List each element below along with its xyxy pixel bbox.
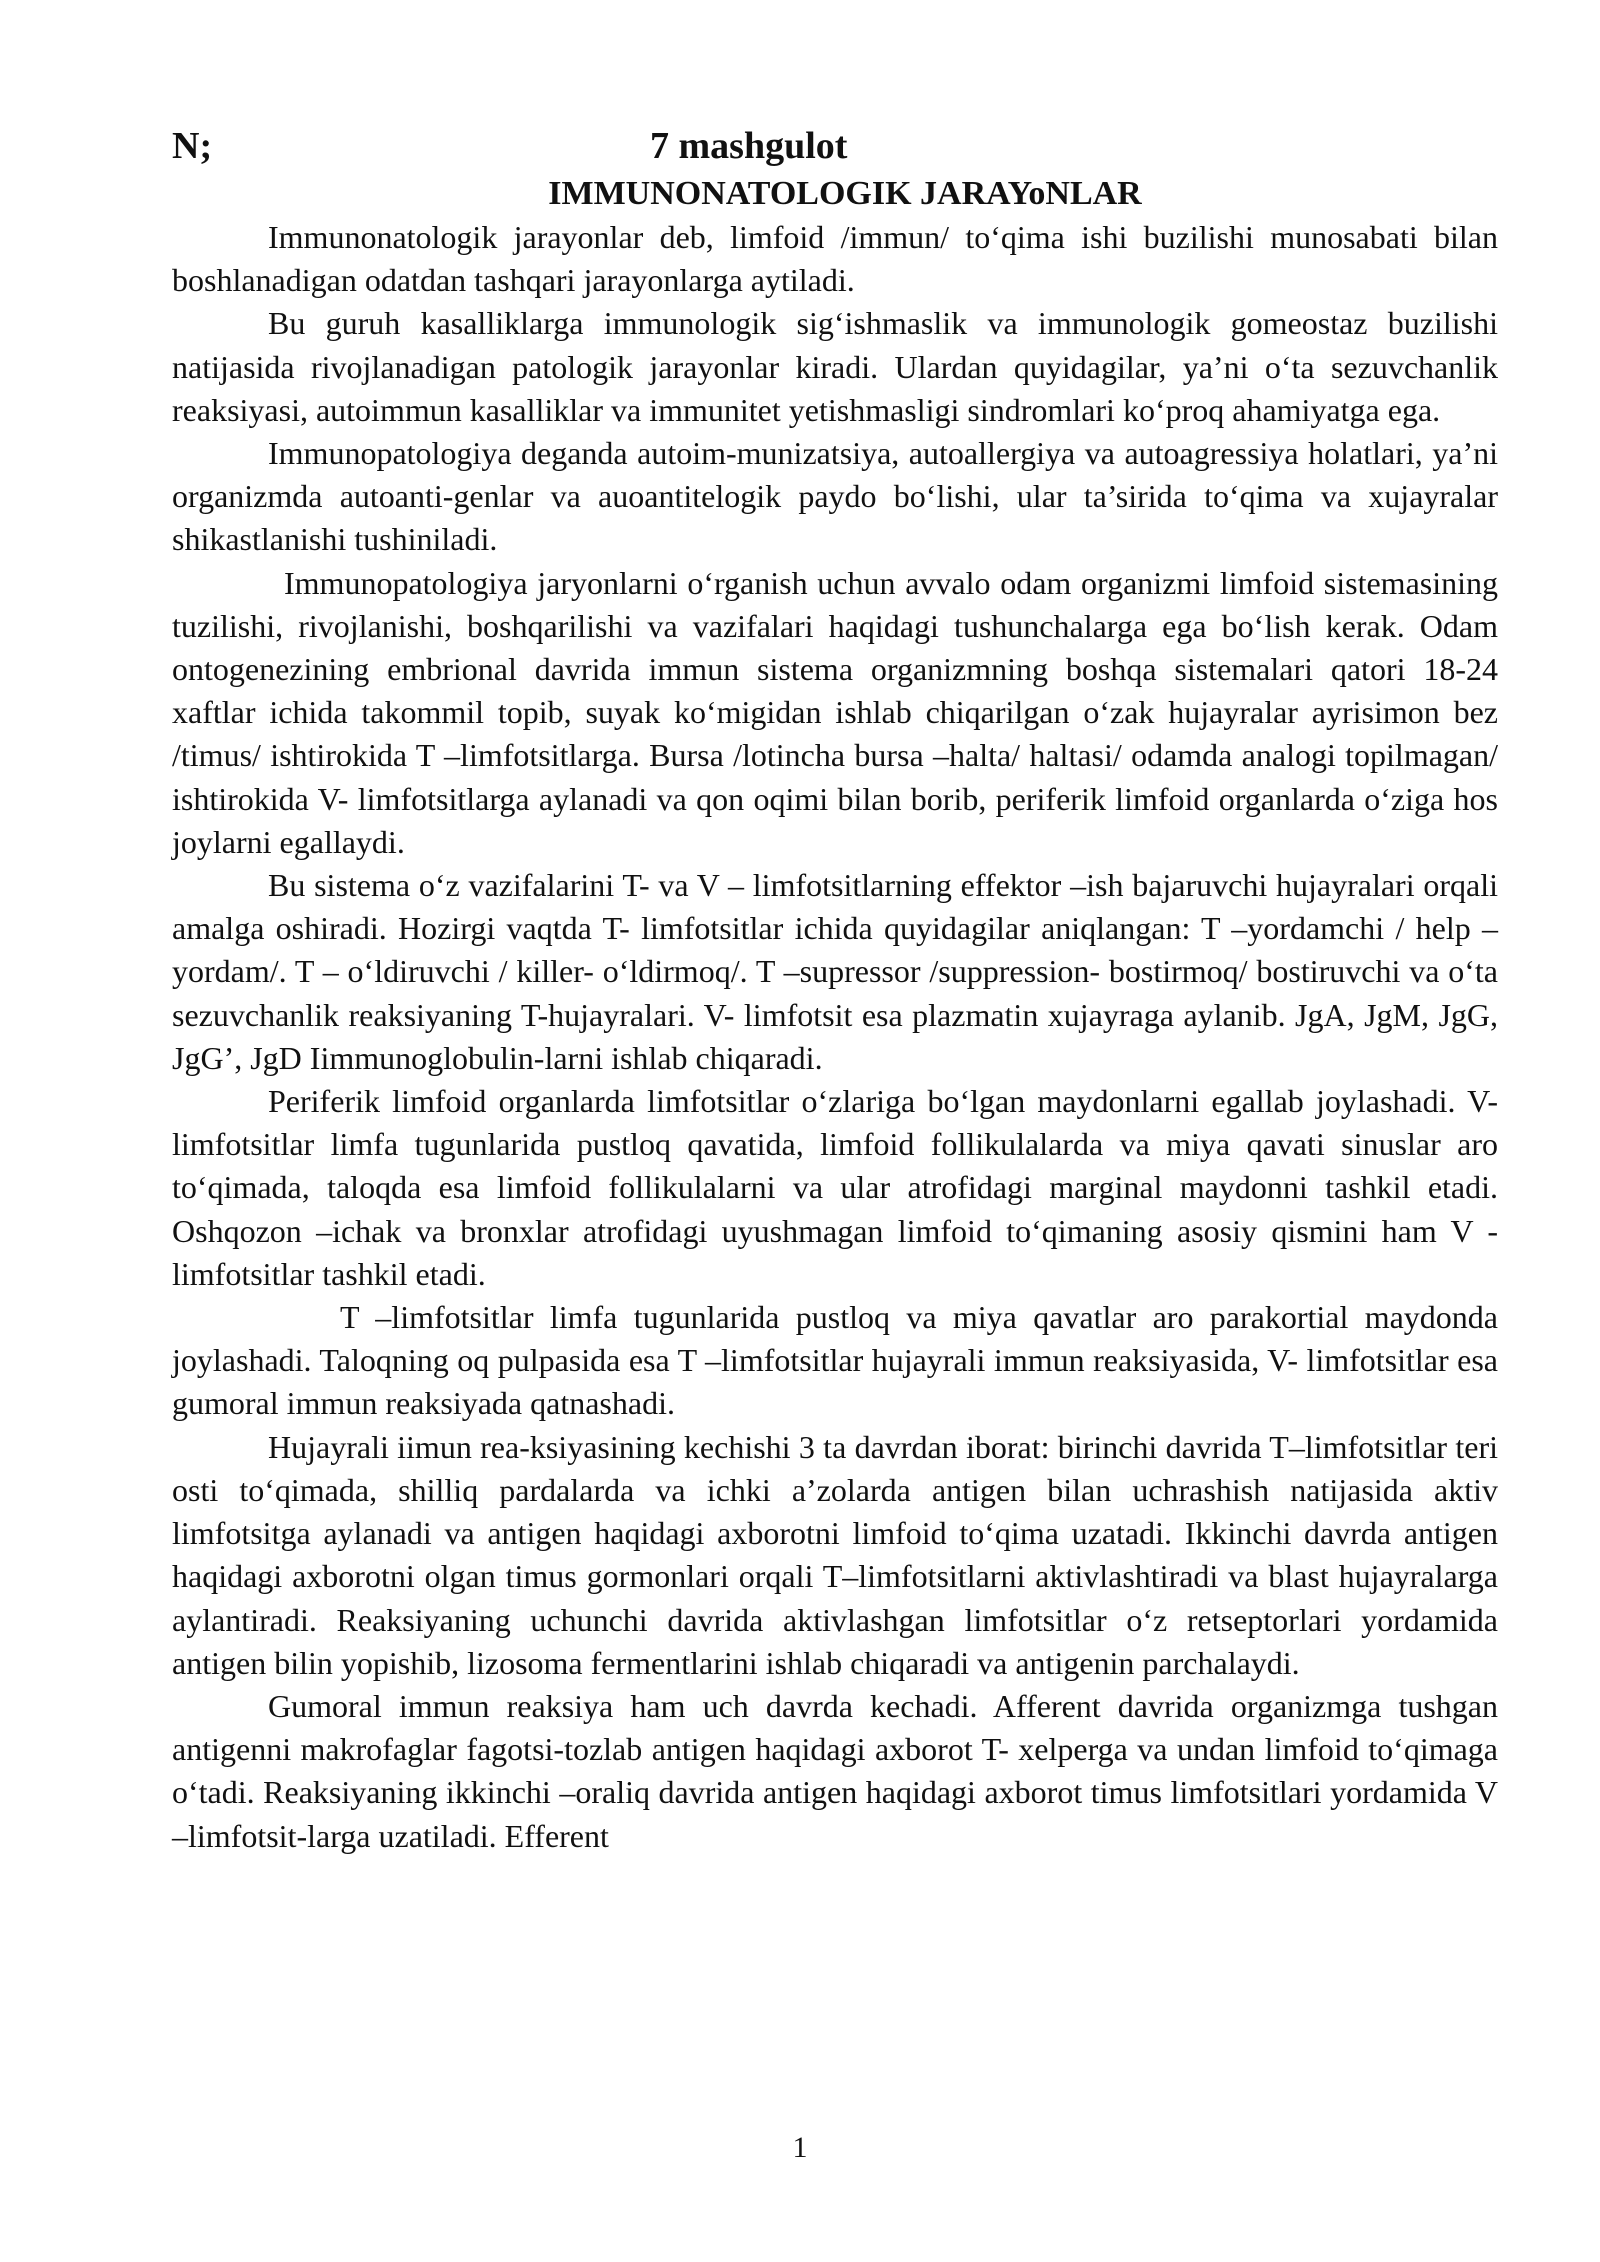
paragraph-8: Hujayrali iimun rea-ksiyasining kechishi 3 ta davrdan iborat: birinchi davrida T–limfotsitlar teri osti to‘qimada, shilliq pardalarda va ichki a’zolarda antigen bilan uchrashish natijasida aktiv limfotsitga aylanadi va antigen haqidagi axborotni limfoid to‘qima uzatadi. Ikkinchi davrda antigen haqidagi axborotni olgan timus gormonlari orqali T–limfotsitlarni aktivlashtiradi va blast hujayralarga aylantiradi. Reaksiyaning uchunchi davrida aktivlashgan limfotsitlar o‘z retseptorlari yordamida antigen bilin yopishib, lizosoma fermentlarini ishlab chiqaradi va antigenin parchalaydi.	[172, 1428, 1498, 1681]
paragraph-1: Immunonatologik jarayonlar deb, limfoid /immun/ to‘qima ishi buzilishi munosabati bilan boshlanadigan odatdan tashqari jarayonlarga aytiladi.	[172, 219, 1498, 299]
header-code: N;	[172, 125, 213, 167]
lesson-number: 7 mashgulot	[650, 125, 848, 167]
paragraph-5: Bu sistema o‘z vazifalarini T- va V – limfotsitlarning effektor –ish bajaruvchi hujayralari orqali amalga oshiradi. Hozirgi vaqtda T- limfotsitlar ichida quyidagilar aniqlangan: T –yordamchi / help –yordam/. T – o‘ldiruvchi / killer- o‘ldirmoq/. T –supressor /suppression- bostirmoq/ bostiruvchi va o‘ta sezuvchanlik reaksiyaning T-hujayralari. V- limfotsit esa plazmatin xujayraga aylanib. JgA, JgM, JgG, JgG’, JgD Iimmunoglobulin-larni ishlab chiqaradi.	[172, 867, 1498, 1076]
paragraph-3: Immunopatologiya deganda autoim-munizatsiya, autoallergiya va autoagressiya holatlari, ya’ni organizmda autoanti-genlar va auoantitelogik paydo bo‘lishi, ular ta’sirida to‘qima va xujayralar shikastlanishi tushiniladi.	[172, 435, 1498, 558]
header-line	[172, 120, 1498, 172]
document-title: IMMUNONATOLOGIK JARAYoNLAR	[548, 175, 1142, 212]
page-number: 1	[792, 2131, 808, 2164]
paragraph-2: Bu guruh kasalliklarga immunologik sig‘ishmaslik va immunologik gomeostaz buzilishi natijasida rivojlanadigan patologik jarayonlar kiradi. Ulardan quyidagilar, ya’ni o‘ta sezuvchanlik reaksiyasi, autoimmun kasalliklar va immunitet yetishmasligi sindromlari ko‘proq ahamiyatga ega.	[172, 305, 1498, 428]
paragraph-7: T –limfotsitlar limfa tugunlarida pustloq va miya qavatlar aro parakortial maydonda joylashadi. Taloqning oq pulpasida esa T –limfotsitlar hujayrali immun reaksiyasida, V- limfotsitlar esa gumoral immun reaksiyada qatnashadi.	[172, 1299, 1498, 1422]
paragraph-6: Periferik limfoid organlarda limfotsitlar o‘zlariga bo‘lgan maydonlarni egallab joylashadi. V- limfotsitlar limfa tugunlarida pustloq qavatida, limfoid follikulalarda va miya qavati sinuslar aro to‘qimada, taloqda esa limfoid follikulalarni va ular atrofidagi marginal maydonni tashkil etadi. Oshqozon –ichak va bronxlar atrofidagi uyushmagan limfoid to‘qimaning asosiy qismini ham V - limfotsitlar tashkil etadi.	[172, 1083, 1498, 1292]
paragraph-4: Immunopatologiya jaryonlarni o‘rganish uchun avvalo odam organizmi limfoid sistemasining tuzilishi, rivojlanishi, boshqarilishi va vazifalari haqidagi tushunchalarga ega bo‘lish kerak. Odam ontogenezining embrional davrida immun sistema organizmning boshqa sistemalari qatori 18-24 xaftlar ichida takommil topib, suyak ko‘migidan ishlab chiqarilgan o‘zak hujayralar ayrisimon bez /timus/ ishtirokida T –limfotsitlarga. Bursa /lotincha bursa –halta/ haltasi/ odamda analogi topilmagan/ ishtirokida V- limfotsitlarga aylanadi va qon oqimi bilan borib, periferik limfoid organlarda o‘ziga hos joylarni egallaydi.	[172, 564, 1498, 860]
paragraph-9: Gumoral immun reaksiya ham uch davrda kechadi. Afferent davrida organizmga tushgan antigenni makrofaglar fagotsi-tozlab antigen haqidagi axborot T- xelperga va undan limfoid to‘qimaga o‘tadi. Reaksiyaning ikkinchi –oraliq davrida antigen haqidagi axborot timus limfotsitlari yordamida V –limfotsit-larga uzatiladi. Efferent	[172, 1687, 1498, 1854]
document-page	[172, 120, 1498, 1858]
